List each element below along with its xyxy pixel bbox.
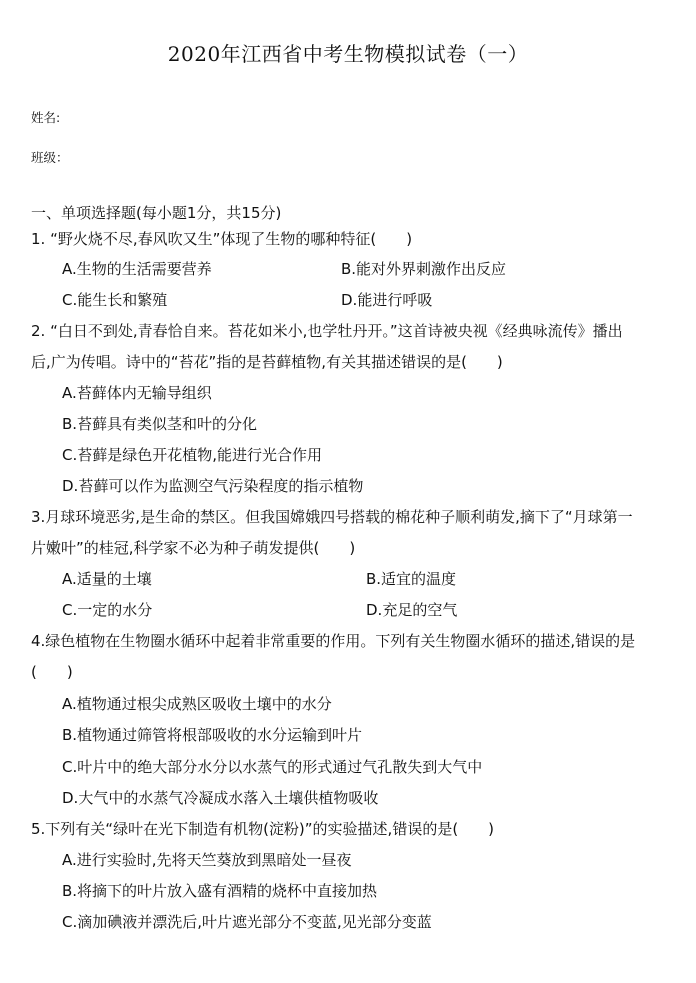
- question-4-text-line-1: 4.绿色植物在生物圈水循环中起着非常重要的作用。下列有关生物圈水循环的描述,错误的是: [31, 632, 636, 650]
- q3-option-b: B.适宜的温度: [366, 570, 457, 588]
- name-field-label: 姓名:: [31, 110, 61, 125]
- question-2-text-line-1: 2. “白日不到处,青春恰自来。苔花如米小,也学牡丹开。”这首诗被央视《经典咏流传》播出: [31, 322, 623, 340]
- q1-option-c: C.能生长和繁殖: [62, 291, 168, 309]
- q4-option-c: C.叶片中的绝大部分水分以水蒸气的形式通过气孔散失到大气中: [62, 758, 483, 776]
- class-field-label: 班级：: [31, 150, 69, 165]
- q3-option-d: D.充足的空气: [366, 601, 458, 619]
- question-3-text-line-2: 片嫩叶”的桂冠,科学家不必为种子萌发提供( ): [31, 539, 356, 557]
- q4-option-d: D.大气中的水蒸气冷凝成水落入土壤供植物吸收: [62, 789, 379, 807]
- q2-option-c: C.苔藓是绿色开花植物,能进行光合作用: [62, 446, 323, 464]
- question-5-text: 5.下列有关“绿叶在光下制造有机物(淀粉)”的实验描述,错误的是( ): [31, 820, 495, 838]
- q5-option-b: B.将摘下的叶片放入盛有酒精的烧杯中直接加热: [62, 882, 378, 900]
- q2-option-a: A.苔藓体内无输导组织: [62, 384, 212, 402]
- q3-option-a: A.适量的土壤: [62, 570, 152, 588]
- q1-option-a: A.生物的生活需要营养: [62, 260, 212, 278]
- question-4-text-line-2: ( ): [31, 663, 73, 681]
- q4-option-b: B.植物通过筛管将根部吸收的水分运输到叶片: [62, 726, 363, 744]
- q4-option-a: A.植物通过根尖成熟区吸收土壤中的水分: [62, 695, 332, 713]
- page-title: 2020年江西省中考生物模拟试卷（一）: [167, 42, 529, 66]
- q1-option-b: B.能对外界刺激作出反应: [341, 260, 507, 278]
- q5-option-c: C.滴加碘液并漂洗后,叶片遮光部分不变蓝,见光部分变蓝: [62, 913, 432, 931]
- q1-option-d: D.能进行呼吸: [341, 291, 433, 309]
- section-heading: 一、单项选择题(每小题1分，共15分): [31, 204, 282, 222]
- q5-option-a: A.进行实验时,先将天竺葵放到黑暗处一昼夜: [62, 851, 352, 869]
- question-2-text-line-2: 后,广为传唱。诗中的“苔花”指的是苔藓植物,有关其描述错误的是( ): [31, 353, 503, 371]
- q2-option-d: D.苔藓可以作为监测空气污染程度的指示植物: [62, 477, 364, 495]
- q2-option-b: B.苔藓具有类似茎和叶的分化: [62, 415, 258, 433]
- question-1-text: 1. “野火烧不尽,春风吹又生”体现了生物的哪种特征( ): [31, 230, 413, 248]
- question-3-text-line-1: 3.月球环境恶劣,是生命的禁区。但我国嫦娥四号搭载的棉花种子顺利萌发,摘下了“月球第一: [31, 508, 633, 526]
- q3-option-c: C.一定的水分: [62, 601, 153, 619]
